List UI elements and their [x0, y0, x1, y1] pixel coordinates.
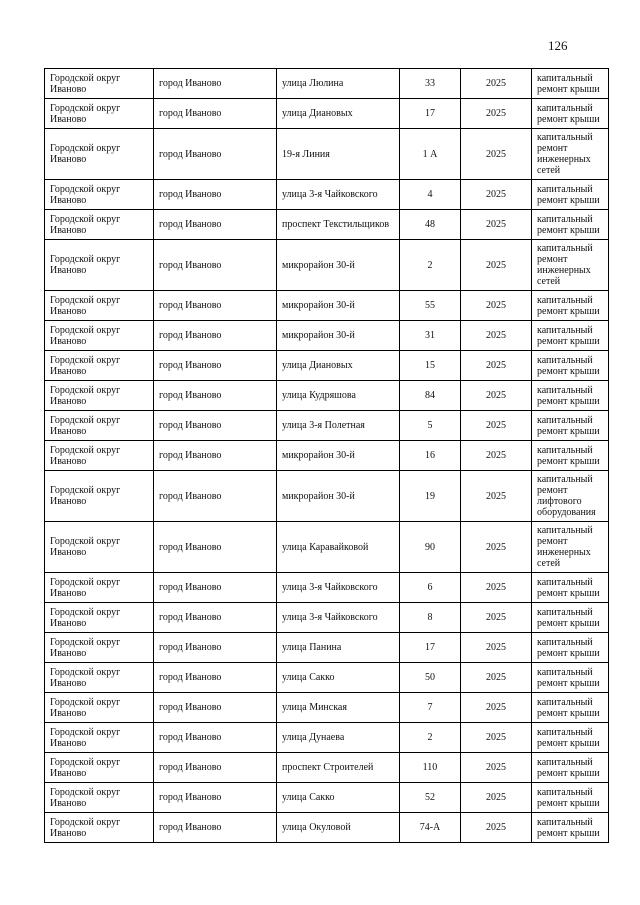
house-number-cell: 1 А	[400, 129, 461, 180]
year-cell: 2025	[461, 471, 532, 522]
table-row	[45, 573, 609, 603]
okrug-cell: Городской округ Иваново	[45, 351, 154, 381]
table-row	[45, 723, 609, 753]
okrug-cell: Городской округ Иваново	[45, 813, 154, 843]
okrug-cell: Городской округ Иваново	[45, 411, 154, 441]
city-cell: город Иваново	[154, 693, 277, 723]
okrug-cell: Городской округ Иваново	[45, 129, 154, 180]
house-number-cell: 6	[400, 573, 461, 603]
house-number-cell: 48	[400, 210, 461, 240]
year-cell: 2025	[461, 210, 532, 240]
city-cell: город Иваново	[154, 99, 277, 129]
city-cell: город Иваново	[154, 603, 277, 633]
work-type-cell: капитальный ремонт инженерных сетей	[532, 129, 609, 180]
work-type-cell: капитальный ремонт крыши	[532, 603, 609, 633]
house-number-cell: 52	[400, 783, 461, 813]
street-cell: улица Диановых	[277, 351, 400, 381]
street-cell: улица 3-я Чайковского	[277, 180, 400, 210]
street-cell: улица Каравайковой	[277, 522, 400, 573]
city-cell: город Иваново	[154, 783, 277, 813]
street-cell: микрорайон 30-й	[277, 441, 400, 471]
work-type-cell: капитальный ремонт крыши	[532, 753, 609, 783]
city-cell: город Иваново	[154, 210, 277, 240]
work-type-cell: капитальный ремонт крыши	[532, 813, 609, 843]
work-type-cell: капитальный ремонт крыши	[532, 693, 609, 723]
work-type-cell: капитальный ремонт лифтового оборудования	[532, 471, 609, 522]
house-number-cell: 17	[400, 99, 461, 129]
table-row	[45, 813, 609, 843]
table-row	[45, 603, 609, 633]
year-cell: 2025	[461, 129, 532, 180]
table-row	[45, 441, 609, 471]
house-number-cell: 31	[400, 321, 461, 351]
work-type-cell: капитальный ремонт крыши	[532, 411, 609, 441]
work-type-cell: капитальный ремонт инженерных сетей	[532, 240, 609, 291]
okrug-cell: Городской округ Иваново	[45, 633, 154, 663]
street-cell: микрорайон 30-й	[277, 321, 400, 351]
table-row	[45, 522, 609, 573]
house-number-cell: 5	[400, 411, 461, 441]
okrug-cell: Городской округ Иваново	[45, 783, 154, 813]
year-cell: 2025	[461, 633, 532, 663]
okrug-cell: Городской округ Иваново	[45, 210, 154, 240]
table-row	[45, 291, 609, 321]
okrug-cell: Городской округ Иваново	[45, 441, 154, 471]
work-type-cell: капитальный ремонт инженерных сетей	[532, 522, 609, 573]
year-cell: 2025	[461, 573, 532, 603]
street-cell: улица Дунаева	[277, 723, 400, 753]
street-cell: улица Панина	[277, 633, 400, 663]
okrug-cell: Городской округ Иваново	[45, 723, 154, 753]
year-cell: 2025	[461, 783, 532, 813]
year-cell: 2025	[461, 321, 532, 351]
work-type-cell: капитальный ремонт крыши	[532, 321, 609, 351]
house-number-cell: 16	[400, 441, 461, 471]
city-cell: город Иваново	[154, 69, 277, 99]
city-cell: город Иваново	[154, 522, 277, 573]
okrug-cell: Городской округ Иваново	[45, 99, 154, 129]
street-cell: улица Диановых	[277, 99, 400, 129]
table-row	[45, 99, 609, 129]
page-number: 126	[548, 38, 568, 53]
house-number-cell: 84	[400, 381, 461, 411]
city-cell: город Иваново	[154, 351, 277, 381]
year-cell: 2025	[461, 813, 532, 843]
work-type-cell: капитальный ремонт крыши	[532, 210, 609, 240]
okrug-cell: Городской округ Иваново	[45, 522, 154, 573]
work-type-cell: капитальный ремонт крыши	[532, 351, 609, 381]
table-row	[45, 180, 609, 210]
table-body	[45, 69, 609, 843]
okrug-cell: Городской округ Иваново	[45, 180, 154, 210]
street-cell: улица Сакко	[277, 663, 400, 693]
work-type-cell: капитальный ремонт крыши	[532, 663, 609, 693]
work-type-cell: капитальный ремонт крыши	[532, 381, 609, 411]
year-cell: 2025	[461, 351, 532, 381]
work-type-cell: капитальный ремонт крыши	[532, 180, 609, 210]
okrug-cell: Городской округ Иваново	[45, 573, 154, 603]
table-row	[45, 210, 609, 240]
work-type-cell: капитальный ремонт крыши	[532, 573, 609, 603]
house-number-cell: 4	[400, 180, 461, 210]
city-cell: город Иваново	[154, 291, 277, 321]
okrug-cell: Городской округ Иваново	[45, 321, 154, 351]
street-cell: 19-я Линия	[277, 129, 400, 180]
okrug-cell: Городской округ Иваново	[45, 69, 154, 99]
repair-schedule-table	[44, 68, 609, 843]
work-type-cell: капитальный ремонт крыши	[532, 783, 609, 813]
city-cell: город Иваново	[154, 321, 277, 351]
city-cell: город Иваново	[154, 663, 277, 693]
table-row	[45, 411, 609, 441]
table-row	[45, 69, 609, 99]
house-number-cell: 110	[400, 753, 461, 783]
table-row	[45, 129, 609, 180]
table-row	[45, 351, 609, 381]
street-cell: микрорайон 30-й	[277, 471, 400, 522]
okrug-cell: Городской округ Иваново	[45, 381, 154, 411]
house-number-cell: 55	[400, 291, 461, 321]
year-cell: 2025	[461, 291, 532, 321]
house-number-cell: 15	[400, 351, 461, 381]
year-cell: 2025	[461, 180, 532, 210]
okrug-cell: Городской округ Иваново	[45, 603, 154, 633]
okrug-cell: Городской округ Иваново	[45, 240, 154, 291]
house-number-cell: 90	[400, 522, 461, 573]
year-cell: 2025	[461, 753, 532, 783]
city-cell: город Иваново	[154, 411, 277, 441]
house-number-cell: 2	[400, 240, 461, 291]
year-cell: 2025	[461, 522, 532, 573]
house-number-cell: 50	[400, 663, 461, 693]
year-cell: 2025	[461, 69, 532, 99]
table-row	[45, 693, 609, 723]
table-row	[45, 471, 609, 522]
city-cell: город Иваново	[154, 633, 277, 663]
city-cell: город Иваново	[154, 180, 277, 210]
year-cell: 2025	[461, 603, 532, 633]
table-row	[45, 753, 609, 783]
work-type-cell: капитальный ремонт крыши	[532, 441, 609, 471]
city-cell: город Иваново	[154, 129, 277, 180]
street-cell: улица Сакко	[277, 783, 400, 813]
okrug-cell: Городской округ Иваново	[45, 291, 154, 321]
year-cell: 2025	[461, 99, 532, 129]
street-cell: улица 3-я Чайковского	[277, 603, 400, 633]
okrug-cell: Городской округ Иваново	[45, 663, 154, 693]
street-cell: улица Кудряшова	[277, 381, 400, 411]
work-type-cell: капитальный ремонт крыши	[532, 723, 609, 753]
table-row	[45, 240, 609, 291]
work-type-cell: капитальный ремонт крыши	[532, 633, 609, 663]
okrug-cell: Городской округ Иваново	[45, 753, 154, 783]
house-number-cell: 2	[400, 723, 461, 753]
table-row	[45, 783, 609, 813]
house-number-cell: 17	[400, 633, 461, 663]
work-type-cell: капитальный ремонт крыши	[532, 291, 609, 321]
city-cell: город Иваново	[154, 723, 277, 753]
year-cell: 2025	[461, 411, 532, 441]
city-cell: город Иваново	[154, 381, 277, 411]
street-cell: улица Окуловой	[277, 813, 400, 843]
street-cell: микрорайон 30-й	[277, 240, 400, 291]
street-cell: улица Минская	[277, 693, 400, 723]
okrug-cell: Городской округ Иваново	[45, 693, 154, 723]
table-row	[45, 633, 609, 663]
table-row	[45, 663, 609, 693]
year-cell: 2025	[461, 381, 532, 411]
street-cell: улица 3-я Полетная	[277, 411, 400, 441]
street-cell: проспект Текстильщиков	[277, 210, 400, 240]
city-cell: город Иваново	[154, 471, 277, 522]
year-cell: 2025	[461, 663, 532, 693]
house-number-cell: 19	[400, 471, 461, 522]
city-cell: город Иваново	[154, 813, 277, 843]
okrug-cell: Городской округ Иваново	[45, 471, 154, 522]
house-number-cell: 8	[400, 603, 461, 633]
year-cell: 2025	[461, 723, 532, 753]
city-cell: город Иваново	[154, 441, 277, 471]
street-cell: улица 3-я Чайковского	[277, 573, 400, 603]
city-cell: город Иваново	[154, 753, 277, 783]
table-row	[45, 321, 609, 351]
street-cell: проспект Строителей	[277, 753, 400, 783]
table-row	[45, 381, 609, 411]
house-number-cell: 7	[400, 693, 461, 723]
house-number-cell: 74-А	[400, 813, 461, 843]
house-number-cell: 33	[400, 69, 461, 99]
work-type-cell: капитальный ремонт крыши	[532, 69, 609, 99]
year-cell: 2025	[461, 240, 532, 291]
city-cell: город Иваново	[154, 573, 277, 603]
street-cell: микрорайон 30-й	[277, 291, 400, 321]
city-cell: город Иваново	[154, 240, 277, 291]
year-cell: 2025	[461, 693, 532, 723]
work-type-cell: капитальный ремонт крыши	[532, 99, 609, 129]
year-cell: 2025	[461, 441, 532, 471]
street-cell: улица Люлина	[277, 69, 400, 99]
